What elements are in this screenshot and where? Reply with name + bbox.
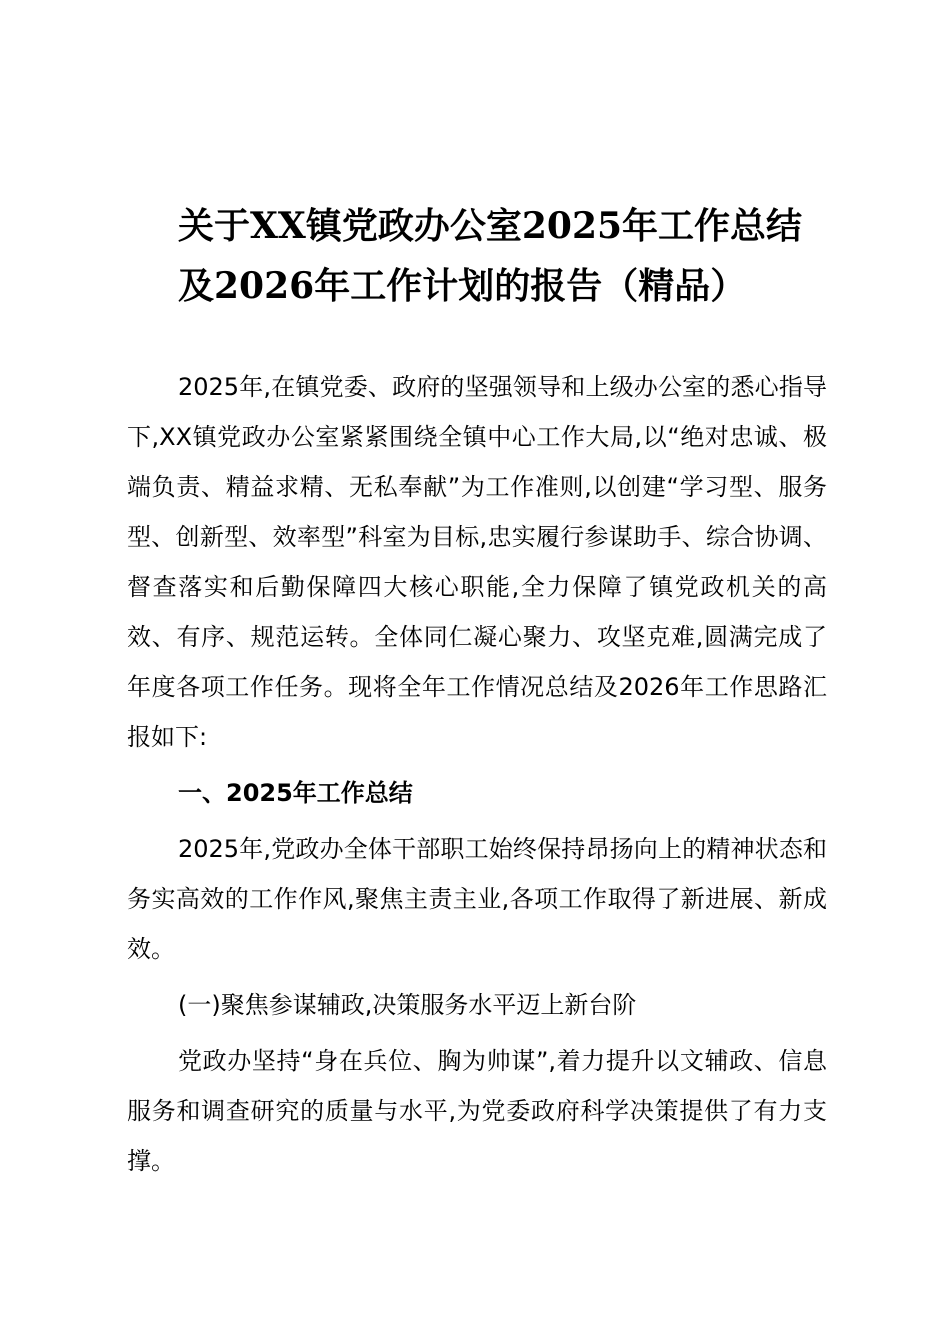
section-heading: 一、2025年工作总结	[178, 779, 413, 807]
document-body	[127, 362, 827, 1186]
subsection-paragraph: 党政办坚持“身在兵位、胸为帅谋”,着力提升以文辅政、信息服务和调查研究的质量与水平,为党委政府科学决策提供了有力支撑。	[127, 1047, 827, 1175]
subsection-heading: (一)聚焦参谋辅政,决策服务水平迈上新台阶	[178, 991, 637, 1019]
intro-paragraph: 2025年,在镇党委、政府的坚强领导和上级办公室的悉心指导下,XX镇党政办公室紧紧围绕全镇中心工作大局,以“绝对忠诚、极端负责、精益求精、无私奉献”为工作准则,以创建“学习型、服务型、创新型、效率型”科室为目标,忠实履行参谋助手、综合协调、督查落实和后勤保障四大核心职能,全力保障了镇党政机关的高效、有序、规范运转。全体同仁凝心聚力、攻坚克难,圆满完成了年度各项工作任务。现将全年工作情况总结及2026年工作思路汇报如下:	[127, 373, 827, 751]
title-line-2: 及2026年工作计划的报告（精品）	[178, 265, 747, 307]
title-line-1: 关于XX镇党政办公室2025年工作总结	[178, 205, 803, 247]
summary-paragraph: 2025年,党政办全体干部职工始终保持昂扬向上的精神状态和务实高效的工作作风,聚焦主责主业,各项工作取得了新进展、新成效。	[127, 835, 827, 963]
document-title	[178, 196, 838, 316]
